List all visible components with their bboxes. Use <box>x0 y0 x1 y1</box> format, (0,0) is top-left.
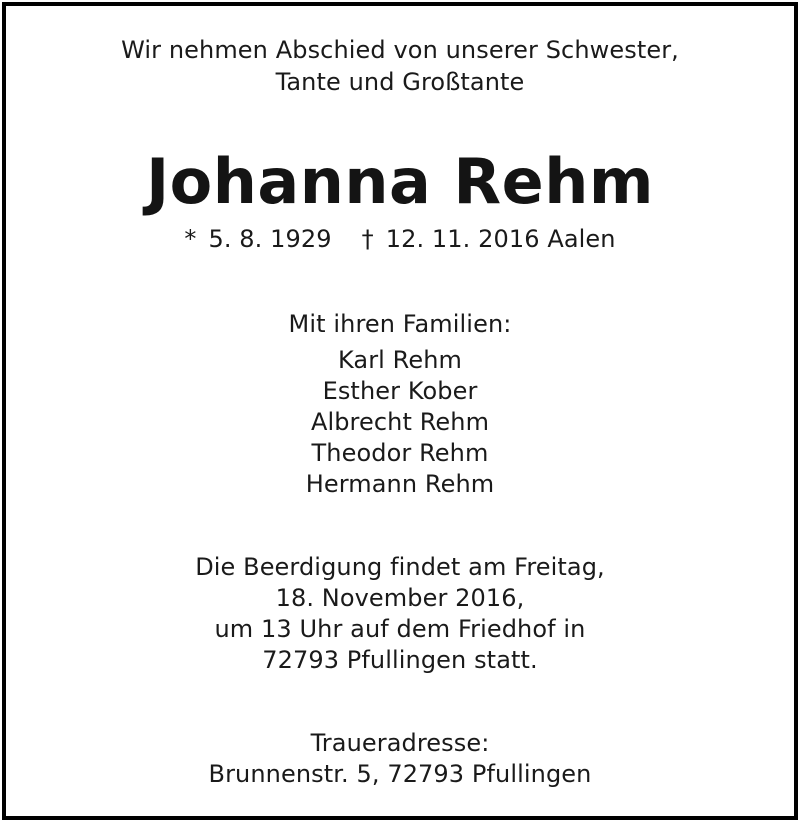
intro-line-1: Wir nehmen Abschied von unserer Schwester, <box>121 36 679 64</box>
family-heading: Mit ihren Familien: <box>288 310 512 338</box>
birth-symbol: * <box>184 225 197 253</box>
death-date-group <box>362 224 616 254</box>
death-date-place: 12. 11. 2016 Aalen <box>385 225 616 253</box>
birth-date: 5. 8. 1929 <box>208 225 332 253</box>
family-member: Esther Kober <box>322 377 478 405</box>
funeral-line-4: 72793 Pfullingen statt. <box>262 646 538 674</box>
funeral-line-2: 18. November 2016, <box>275 584 525 612</box>
mourning-address: Brunnenstr. 5, 72793 Pfullingen <box>208 760 592 788</box>
mourning-address-heading: Traueradresse: <box>310 729 490 757</box>
birth-date-group <box>184 224 331 254</box>
death-symbol: † <box>361 225 374 253</box>
deceased-name: Johanna Rehm <box>146 145 654 218</box>
family-member: Karl Rehm <box>337 346 463 374</box>
funeral-line-3: um 13 Uhr auf dem Friedhof in <box>214 615 586 643</box>
intro-line-2: Tante und Großtante <box>275 68 525 96</box>
family-member: Theodor Rehm <box>311 439 489 467</box>
funeral-line-1: Die Beerdigung findet am Freitag, <box>195 553 605 581</box>
obituary-card <box>2 2 798 820</box>
life-dates <box>6 224 794 254</box>
family-member: Albrecht Rehm <box>310 408 490 436</box>
family-member: Hermann Rehm <box>305 470 495 498</box>
